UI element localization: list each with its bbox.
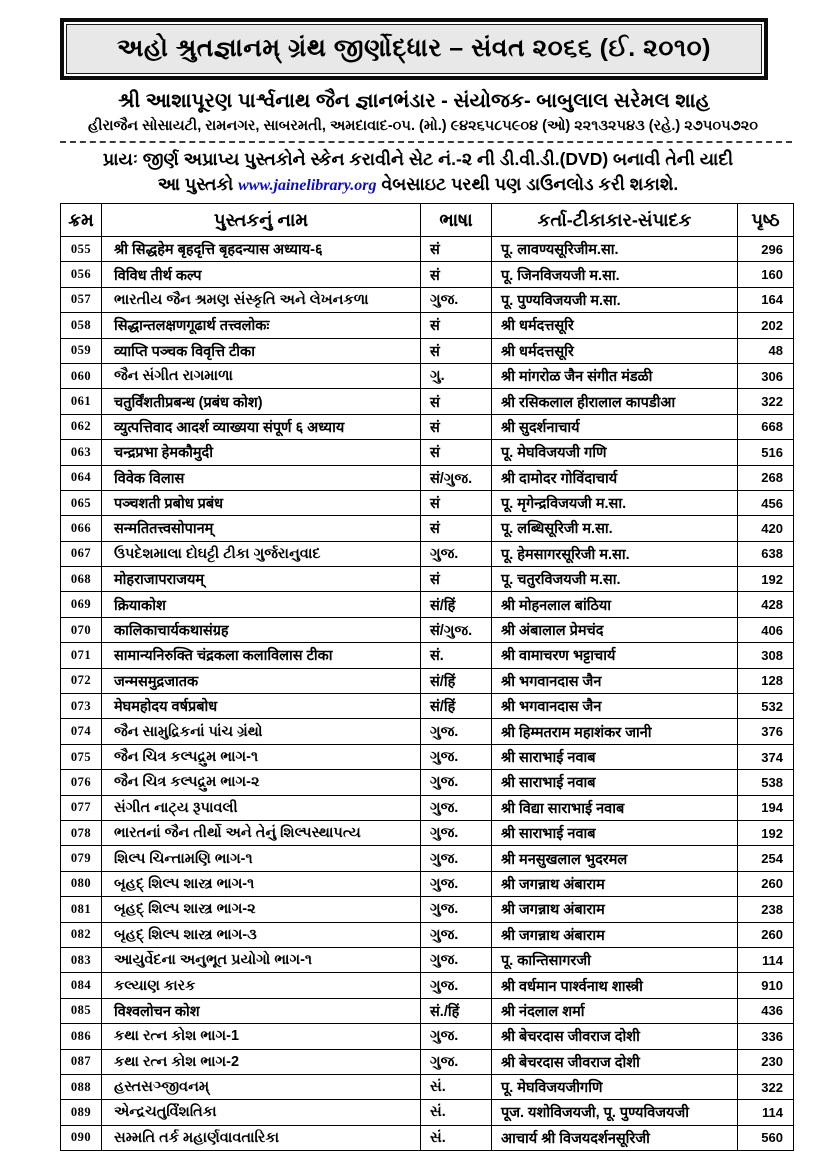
table-row <box>61 237 794 262</box>
book-pages: 336 <box>738 1024 794 1049</box>
book-serial: 085 <box>61 998 102 1023</box>
book-serial: 069 <box>61 592 102 617</box>
book-title: व्युत्पत्तिवाद आदर्श व्याख्यया संपूर्ण ६ अध्याय <box>102 414 421 439</box>
book-serial: 066 <box>61 516 102 541</box>
table-row <box>61 1024 794 1049</box>
book-serial: 080 <box>61 871 102 896</box>
book-serial: 060 <box>61 363 102 388</box>
book-pages: 560 <box>738 1125 794 1150</box>
book-serial: 090 <box>61 1125 102 1150</box>
book-title: सन्मतितत्त्वसोपानम् <box>102 516 421 541</box>
website-link: www.jainelibrary.org <box>238 177 377 194</box>
book-language: ગુજ. <box>421 770 492 795</box>
note-scan-dvd: પ્રાયઃ જીર્ણ અપ્રાપ્ય પુસ્તકોને સ્કેન કરાવીને સેટ નં.-૨ ની ડી.વી.ડી.(DVD) બનાવી તેની યાદી <box>102 149 734 169</box>
table-row <box>61 313 794 338</box>
book-language: सं <box>421 389 492 414</box>
book-language: सं <box>421 262 492 287</box>
book-title: विवेक विलास <box>102 465 421 490</box>
book-title: જૈન સામુદ્રિકનાં પાંચ ગ્રંથો <box>102 719 421 744</box>
book-title: विश्वलोचन कोश <box>102 998 421 1023</box>
book-language: સં. <box>421 1125 492 1150</box>
table-row <box>61 897 794 922</box>
book-author: पू. जिनविजयजी म.सा. <box>492 262 738 287</box>
page-title: અહો શ્રુતજ્ઞાનમ્ ગ્રંથ જીર્ણોદ્ધાર – સંવત ૨૦૬૬ (ઈ. ૨૦૧૦) <box>116 34 712 62</box>
book-pages: 376 <box>738 719 794 744</box>
book-language: सं <box>421 338 492 363</box>
book-language: ગુજ. <box>421 795 492 820</box>
book-title: पञ्चशती प्रबोध प्रबंध <box>102 490 421 515</box>
book-author: श्री जगन्नाथ अंबाराम <box>492 897 738 922</box>
book-author: श्री मनसुखलाल भुदरमल <box>492 846 738 871</box>
book-author: श्री विद्या साराभाई नवाब <box>492 795 738 820</box>
books-table <box>60 203 794 1151</box>
book-serial: 076 <box>61 770 102 795</box>
book-language: सं <box>421 237 492 262</box>
book-title: विविध तीर्थ कल्प <box>102 262 421 287</box>
book-serial: 082 <box>61 922 102 947</box>
book-pages: 260 <box>738 871 794 896</box>
table-row <box>61 262 794 287</box>
book-language: ગુજ. <box>421 719 492 744</box>
book-author: पू. मेघविजयजीगणि <box>492 1074 738 1099</box>
book-pages: 420 <box>738 516 794 541</box>
book-author: श्री धर्मदत्तसूरि <box>492 313 738 338</box>
book-author: श्री रसिकलाल हीरालाल कापडीआ <box>492 389 738 414</box>
book-language: सं <box>421 490 492 515</box>
book-author: श्री भगवानदास जैन <box>492 694 738 719</box>
book-author: पू. लब्धिसूरिजी म.सा. <box>492 516 738 541</box>
book-serial: 074 <box>61 719 102 744</box>
book-author: श्री नंदलाल शर्मा <box>492 998 738 1023</box>
table-row <box>61 973 794 998</box>
table-row <box>61 287 794 312</box>
col-header-language: ભાષા <box>421 204 492 237</box>
book-pages: 254 <box>738 846 794 871</box>
book-title: ઉપદેશમાલા દોઘટ્ટી ટીકા ગુર્જરાનુવાદ <box>102 541 421 566</box>
book-title: બૃહદ્ શિલ્પ શાસ્ત્ર ભાગ-૨ <box>102 897 421 922</box>
book-language: ગુજ. <box>421 1024 492 1049</box>
book-pages: 322 <box>738 1074 794 1099</box>
book-title: શિલ્પ ચિન્તામણિ ભાગ-૧ <box>102 846 421 871</box>
book-pages: 192 <box>738 567 794 592</box>
book-pages: 230 <box>738 1049 794 1074</box>
table-row <box>61 592 794 617</box>
book-language: सं. <box>421 643 492 668</box>
book-pages: 308 <box>738 643 794 668</box>
book-title: व्याप्ति पञ्चक विवृत्ति टीका <box>102 338 421 363</box>
book-serial: 058 <box>61 313 102 338</box>
book-serial: 062 <box>61 414 102 439</box>
table-row <box>61 719 794 744</box>
book-title: मोहराजापराजयम् <box>102 567 421 592</box>
book-title: मेघमहोदय वर्षप्रबोध <box>102 694 421 719</box>
book-serial: 056 <box>61 262 102 287</box>
book-serial: 072 <box>61 668 102 693</box>
book-title: બૃહદ્ શિલ્પ શાસ્ત્ર ભાગ-૩ <box>102 922 421 947</box>
book-title: सिद्धान्तलक्षणगूढार्थ तत्त्वलोकः <box>102 313 421 338</box>
book-title: બૃહદ્ શિલ્પ શાસ્ત્ર ભાગ-૧ <box>102 871 421 896</box>
book-serial: 065 <box>61 490 102 515</box>
book-language: ગુ. <box>421 363 492 388</box>
book-pages: 192 <box>738 820 794 845</box>
col-header-book-name: પુસ્તકનું નામ <box>102 204 421 237</box>
table-row <box>61 846 794 871</box>
book-author: श्री जगन्नाथ अंबाराम <box>492 871 738 896</box>
note-download-suffix: વેબસાઇટ પરથી પણ ડાઉનલોડ કરી શકાશે. <box>376 174 679 194</box>
table-row <box>61 440 794 465</box>
table-row <box>61 516 794 541</box>
book-pages: 322 <box>738 389 794 414</box>
book-title: श्री सिद्धहेम बृहदृत्ति बृहदन्यास अध्याय-६ <box>102 237 421 262</box>
book-serial: 087 <box>61 1049 102 1074</box>
book-title: જૈન સંગીત રાગમાળા <box>102 363 421 388</box>
book-title: આયુર્વેદના અનુભૂત પ્રયોગો ભાગ-૧ <box>102 947 421 972</box>
book-pages: 910 <box>738 973 794 998</box>
book-serial: 067 <box>61 541 102 566</box>
table-row <box>61 820 794 845</box>
book-pages: 238 <box>738 897 794 922</box>
book-language: सं/हिं <box>421 694 492 719</box>
book-author: पू. कान्तिसागरजी <box>492 947 738 972</box>
book-title: कालिकाचार्यकथासंग्रह <box>102 617 421 642</box>
book-pages: 538 <box>738 770 794 795</box>
books-table-body <box>61 237 794 1151</box>
table-row <box>61 694 794 719</box>
table-row <box>61 643 794 668</box>
book-serial: 088 <box>61 1074 102 1099</box>
book-title: ભારતનાં જૈન તીર્થો અને તેનું શિલ્પસ્થાપત્ય <box>102 820 421 845</box>
book-serial: 068 <box>61 567 102 592</box>
table-row <box>61 922 794 947</box>
title-box <box>60 18 768 80</box>
book-pages: 374 <box>738 744 794 769</box>
book-author: श्री मांगरोळ जैन संगीत मंडळी <box>492 363 738 388</box>
book-pages: 516 <box>738 440 794 465</box>
table-row <box>61 1049 794 1074</box>
book-language: सं <box>421 414 492 439</box>
book-pages: 638 <box>738 541 794 566</box>
book-author: श्री धर्मदत्तसूरि <box>492 338 738 363</box>
table-row <box>61 414 794 439</box>
book-author: श्री दामोदर गोविंदाचार्य <box>492 465 738 490</box>
book-author: पूज. यशोविजयजी, पू. पुण्यविजयजी <box>492 1100 738 1125</box>
book-author: पू. मेघविजयजी गणि <box>492 440 738 465</box>
table-row <box>61 1100 794 1125</box>
table-row <box>61 1074 794 1099</box>
book-title: હસ્તસઞ્જીવનમ્ <box>102 1074 421 1099</box>
book-author: श्री साराभाई नवाब <box>492 820 738 845</box>
book-author: श्री साराभाई नवाब <box>492 744 738 769</box>
book-author: श्री वर्धमान पार्श्वनाथ शास्त्री <box>492 973 738 998</box>
table-row <box>61 947 794 972</box>
book-pages: 114 <box>738 947 794 972</box>
book-language: ગુજ. <box>421 287 492 312</box>
book-language: सं/ગુજ. <box>421 617 492 642</box>
dashed-divider <box>60 141 792 143</box>
book-author: पू. पुण्यविजयजी म.सा. <box>492 287 738 312</box>
book-language: सं <box>421 440 492 465</box>
book-serial: 071 <box>61 643 102 668</box>
note-download <box>60 174 776 195</box>
book-pages: 406 <box>738 617 794 642</box>
book-language: સં. <box>421 1100 492 1125</box>
book-pages: 456 <box>738 490 794 515</box>
book-serial: 070 <box>61 617 102 642</box>
org-subtitle: શ્રી આશાપૂરણ પાર્શ્વનાથ જૈન જ્ઞાનભંડાર - સંયોજક- બાબુલાલ સરેમલ શાહ <box>118 90 710 112</box>
book-pages: 436 <box>738 998 794 1023</box>
book-language: ગુજ. <box>421 1049 492 1074</box>
book-title: જૈન ચિત્ર કલ્પદ્રુમ ભાગ-૧ <box>102 744 421 769</box>
book-serial: 083 <box>61 947 102 972</box>
book-language: सं./हिं <box>421 998 492 1023</box>
book-language: ગુજ. <box>421 541 492 566</box>
book-pages: 194 <box>738 795 794 820</box>
book-pages: 128 <box>738 668 794 693</box>
book-pages: 202 <box>738 313 794 338</box>
book-author: श्री वामाचरण भट्टाचार्य <box>492 643 738 668</box>
table-row <box>61 338 794 363</box>
book-title: चतुर्विंशतीप्रबन्ध (प्रबंध कोश) <box>102 389 421 414</box>
book-author: श्री अंबालाल प्रेमचंद <box>492 617 738 642</box>
table-row <box>61 363 794 388</box>
book-title: चन्द्रप्रभा हेमकौमुदी <box>102 440 421 465</box>
table-row <box>61 490 794 515</box>
book-serial: 057 <box>61 287 102 312</box>
book-serial: 077 <box>61 795 102 820</box>
book-serial: 064 <box>61 465 102 490</box>
book-title: सामान्यनिरुक्ति चंद्रकला कलाविलास टीका <box>102 643 421 668</box>
book-title: સંગીત નાટ્ય રૂપાવલી <box>102 795 421 820</box>
book-title: ભારતીય જૈન શ્રમણ સંસ્કૃતિ અને લેખનકળા <box>102 287 421 312</box>
book-pages: 114 <box>738 1100 794 1125</box>
book-serial: 089 <box>61 1100 102 1125</box>
table-row <box>61 871 794 896</box>
book-serial: 086 <box>61 1024 102 1049</box>
table-row <box>61 770 794 795</box>
book-pages: 48 <box>738 338 794 363</box>
book-title: क्रियाकोश <box>102 592 421 617</box>
book-serial: 061 <box>61 389 102 414</box>
table-row <box>61 795 794 820</box>
book-author: पू. मृगेन्द्रविजयजी म.सा. <box>492 490 738 515</box>
book-author: पू. चतुरविजयजी म.सा. <box>492 567 738 592</box>
book-pages: 532 <box>738 694 794 719</box>
table-header-row <box>61 204 794 237</box>
book-author: पू. हेमसागरसूरिजी म.सा. <box>492 541 738 566</box>
book-author: श्री बेचरदास जीवराज दोशी <box>492 1049 738 1074</box>
book-author: श्री सुदर्शनाचार्य <box>492 414 738 439</box>
book-language: सं <box>421 313 492 338</box>
book-language: सं <box>421 567 492 592</box>
book-title: સમ્મતિ તર્ક મહાર્ણવાવતારિકા <box>102 1125 421 1150</box>
col-header-author: કર્તા-ટીકાકાર-સંપાદક <box>492 204 738 237</box>
book-language: सं/ગુજ. <box>421 465 492 490</box>
table-row <box>61 541 794 566</box>
table-row <box>61 465 794 490</box>
book-serial: 075 <box>61 744 102 769</box>
book-serial: 084 <box>61 973 102 998</box>
book-pages: 296 <box>738 237 794 262</box>
book-pages: 428 <box>738 592 794 617</box>
address-line: હીરાજૈન સોસાયટી, રામનગર, સાબરમતી, અમદાવાદ-૦૫. (મો.) ૯૪૨૬૫૮૫૯૦૪ (ઓ) ૨૨૧૩૨૫૪૩ (રહે.) ૨૭૫૦૫૭૨૦ <box>88 118 758 134</box>
book-title: जन्मसमुद्रजातक <box>102 668 421 693</box>
book-serial: 073 <box>61 694 102 719</box>
book-pages: 164 <box>738 287 794 312</box>
book-author: पू. लावण्यसूरिजीम.सा. <box>492 237 738 262</box>
book-pages: 268 <box>738 465 794 490</box>
note-download-prefix: આ પુસ્તકો <box>157 174 239 194</box>
table-row <box>61 744 794 769</box>
book-language: ગુજ. <box>421 871 492 896</box>
book-language: सं/हिं <box>421 668 492 693</box>
book-language: સં. <box>421 1074 492 1099</box>
book-pages: 260 <box>738 922 794 947</box>
book-title: જૈન ચિત્ર કલ્પદ્રુમ ભાગ-૨ <box>102 770 421 795</box>
book-author: श्री जगन्नाथ अंबाराम <box>492 922 738 947</box>
col-header-pages: પૃષ્ઠ <box>738 204 794 237</box>
book-pages: 160 <box>738 262 794 287</box>
book-author: श्री साराभाई नवाब <box>492 770 738 795</box>
book-title: કલ્યાણ કારક <box>102 973 421 998</box>
book-author: श्री भगवानदास जैन <box>492 668 738 693</box>
book-serial: 078 <box>61 820 102 845</box>
book-title: કથા રત્ન કોશ ભાગ-2 <box>102 1049 421 1074</box>
book-pages: 306 <box>738 363 794 388</box>
book-language: ગુજ. <box>421 820 492 845</box>
book-language: ગુજ. <box>421 973 492 998</box>
book-language: ગુજ. <box>421 922 492 947</box>
book-title: એન્દ્રચતુર્વિંશતિકા <box>102 1100 421 1125</box>
book-language: ગુજ. <box>421 744 492 769</box>
book-title: કથા રત્ન કોશ ભાગ-1 <box>102 1024 421 1049</box>
table-row <box>61 617 794 642</box>
book-serial: 059 <box>61 338 102 363</box>
book-serial: 063 <box>61 440 102 465</box>
table-row <box>61 998 794 1023</box>
book-serial: 081 <box>61 897 102 922</box>
book-author: आचार्य श्री विजयदर्शनसूरिजी <box>492 1125 738 1150</box>
table-row <box>61 567 794 592</box>
book-author: श्री मोहनलाल बांठिया <box>492 592 738 617</box>
book-language: सं <box>421 516 492 541</box>
table-row <box>61 668 794 693</box>
book-language: ગુજ. <box>421 947 492 972</box>
col-header-serial: ક્રમ <box>61 204 102 237</box>
book-language: सं/हिं <box>421 592 492 617</box>
table-row <box>61 389 794 414</box>
book-serial: 079 <box>61 846 102 871</box>
book-pages: 668 <box>738 414 794 439</box>
book-language: ગુજ. <box>421 897 492 922</box>
book-serial: 055 <box>61 237 102 262</box>
book-author: श्री हिम्मतराम महाशंकर जानी <box>492 719 738 744</box>
table-row <box>61 1125 794 1150</box>
book-language: ગુજ. <box>421 846 492 871</box>
book-author: श्री बेचरदास जीवराज दोशी <box>492 1024 738 1049</box>
